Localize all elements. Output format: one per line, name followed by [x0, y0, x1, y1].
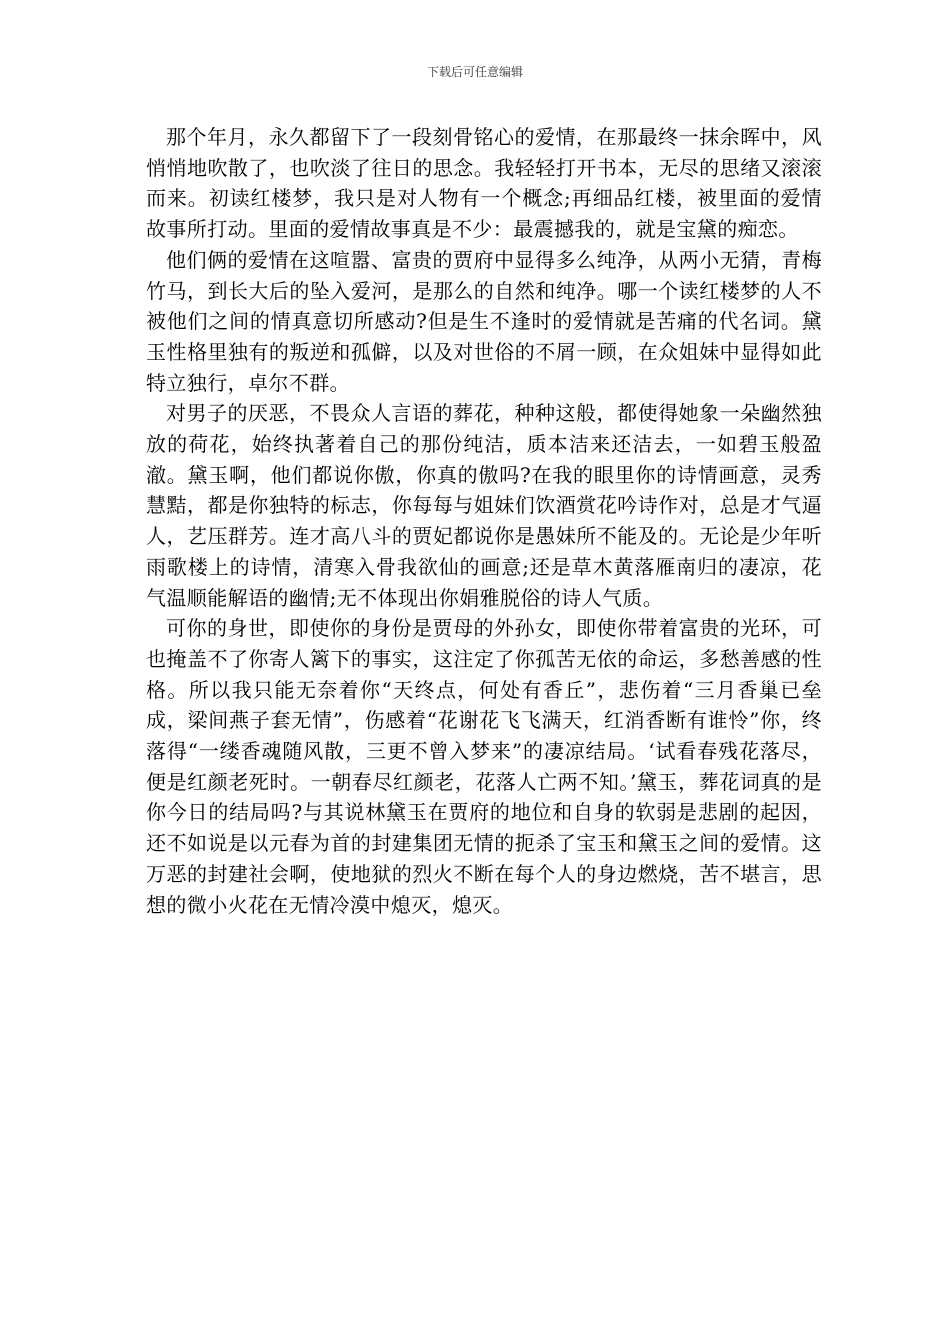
- page-header: 下载后可任意编辑: [426, 65, 523, 79]
- document-body: [146, 122, 822, 920]
- paragraph-4: 可你的身世，即使你的身份是贾母的外孙女，即使你带着富贵的光环，可也掩盖不了你寄人篱下的事实，这注定了你孤苦无依的命运，多愁善感的性格。所以我只能无奈着你“天终点，何处有香丘”，悲伤着“三月香巢已垒成，梁间燕子套无情”，伤感着“花谢花飞飞满天，红消香断有谁怜”你，终落得“一缕香魂随风散，三更不曾入梦来”的凄凉结局。‘试看春残花落尽，便是红颜老死时。一朝春尽红颜老，花落人亡两不知。’黛玉，葬花词真的是你今日的结局吗?与其说林黛玉在贾府的地位和自身的软弱是悲剧的起因，还不如说是以元春为首的封建集团无情的扼杀了宝玉和黛玉之间的爱情。这万恶的封建社会啊，使地狱的烈火不断在每个人的身边燃烧，苦不堪言，思想的微小火花在无情冷漠中熄灭，熄灭。: [146, 616, 822, 917]
- paragraph-1: 那个年月，永久都留下了一段刻骨铭心的爱情，在那最终一抹余晖中，风悄悄地吹散了，也吹淡了往日的思念。我轻轻打开书本，无尽的思绪又滚滚而来。初读红楼梦，我只是对人物有一个概念;再细品红楼，被里面的爱情故事所打动。里面的爱情故事真是不少：最震撼我的，就是宝黛的痴恋。: [146, 125, 822, 242]
- paragraph-3: 对男子的厌恶，不畏众人言语的葬花，种种这般，都使得她象一朵幽然独放的荷花，始终执著着自己的那份纯洁，质本洁来还洁去，一如碧玉般盈澈。黛玉啊，他们都说你傲，你真的傲吗?在我的眼里你的诗情画意，灵秀慧黠，都是你独特的标志，你每每与姐妹们饮酒赏花吟诗作对，总是才气逼人，艺压群芳。连才高八斗的贾妃都说你是愚妹所不能及的。无论是少年听雨歌楼上的诗情，清寒入骨我欲仙的画意;还是草木黄落雁南归的凄凉，花气温顺能解语的幽情;无不体现出你娟雅脱俗的诗人气质。: [146, 401, 822, 610]
- paragraph-2: 他们俩的爱情在这喧嚣、富贵的贾府中显得多么纯净，从两小无猜，青梅竹马，到长大后的坠入爱河，是那么的自然和纯净。哪一个读红楼梦的人不被他们之间的情真意切所感动?但是生不逢时的爱情就是苦痛的代名词。黛玉性格里独有的叛逆和孤僻，以及对世俗的不屑一顾，在众姐妹中显得如此特立独行，卓尔不群。: [146, 247, 822, 395]
